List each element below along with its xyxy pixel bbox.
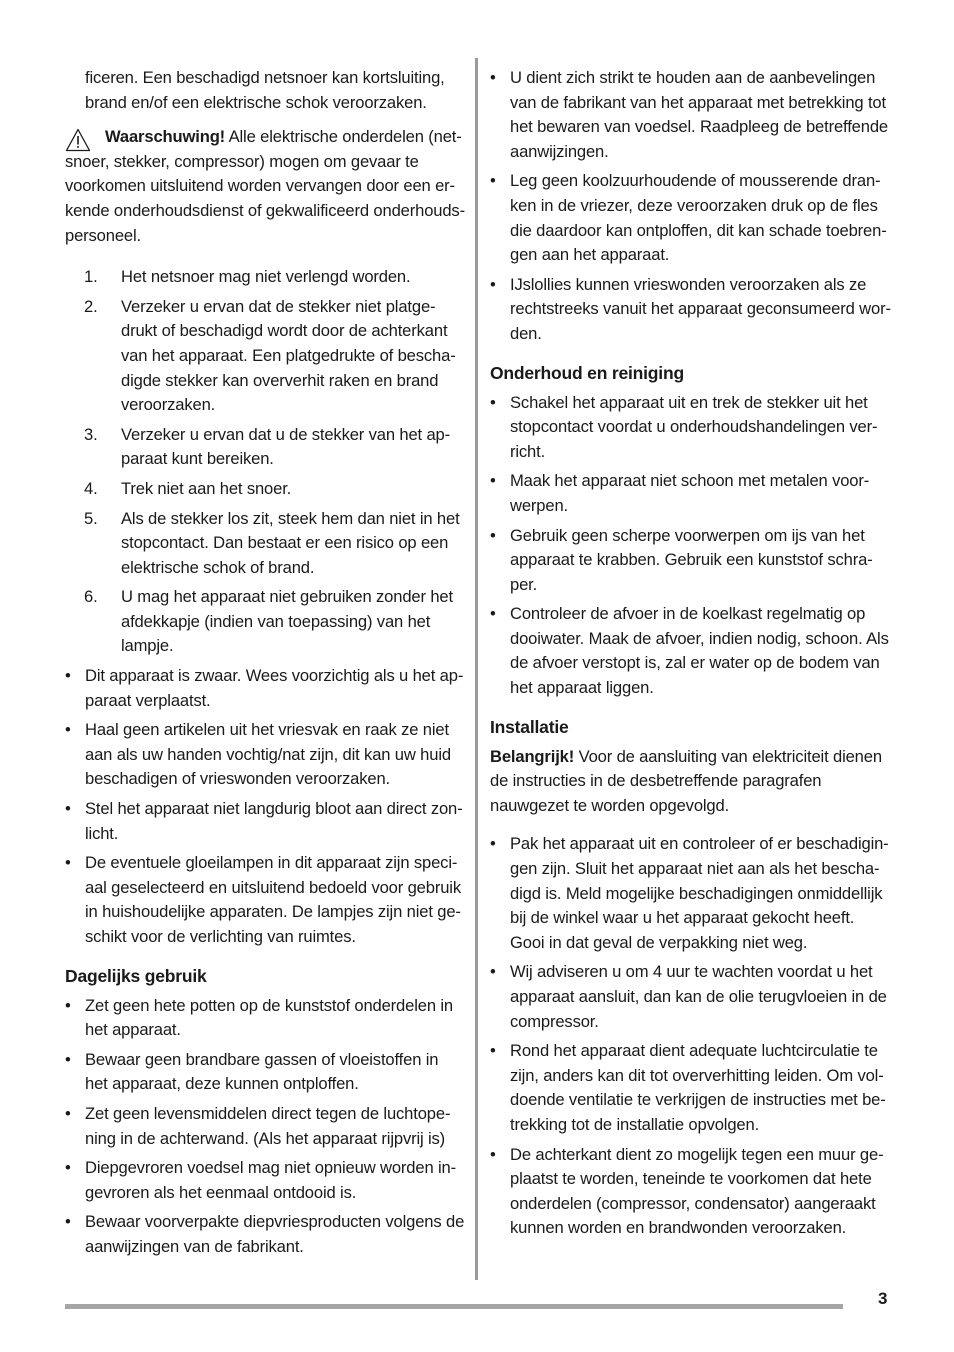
- list-item: [490, 66, 892, 164]
- list-item-text: Controleer de afvoer in de koelkast regelmatig op dooiwater. Maak de afvoer, indien nodig, schoon. Als de afvoer verstopt is, zal er water op de bodem van het apparaat liggen.: [510, 604, 889, 698]
- list-item: [490, 391, 892, 465]
- list-item: [490, 169, 892, 267]
- item-text: Als de stekker los zit, steek hem dan niet in het stopcontact. Dan bestaat er een risico op een elektrische schok of brand.: [121, 508, 460, 577]
- right-column: [490, 66, 892, 1246]
- bullet-icon: •: [490, 1144, 496, 1164]
- bullet-icon: •: [490, 1041, 496, 1061]
- important-text: Voor de aansluiting van elektriciteit dienen de instructies in de desbetreffende paragrafen nauwgezet te worden opgevolgd.: [490, 746, 882, 815]
- list-item: [65, 994, 465, 1043]
- bullet-icon: •: [65, 1158, 71, 1178]
- bullet-icon: •: [490, 471, 496, 491]
- list-item-text: Haal geen artikelen uit het vriesvak en raak ze niet aan als uw handen vochtig/nat zijn, dit kan uw huid beschadigen of vrieswonden veroorzaken.: [85, 720, 451, 789]
- bullet-icon: •: [65, 1103, 71, 1123]
- list-item-text: Bewaar geen brandbare gassen of vloeistoffen in het apparaat, deze kunnen ontploffen.: [85, 1049, 439, 1094]
- bullet-icon: •: [490, 171, 496, 191]
- list-item: [65, 851, 465, 949]
- list-item-text: Diepgevroren voedsel mag niet opnieuw worden in-gevroren als het eenmaal ontdooid is.: [85, 1158, 456, 1202]
- column-divider: [475, 58, 478, 1280]
- list-item: [65, 1102, 465, 1151]
- warning-label: Waarschuwing!: [105, 127, 226, 147]
- list-item: [490, 524, 892, 598]
- list-item-text: Rond het apparaat dient adequate luchtcirculatie te zijn, anders kan dit tot oververhitting leiden. Om vol-doende ventilatie te verkrijgen de instructies met be-trekking tot de installatie opvolgen.: [510, 1041, 886, 1134]
- item-text: U mag het apparaat niet gebruiken zonder het afdekkapje (indien van toepassing) van het lampje.: [121, 587, 453, 656]
- footer-rule: [65, 1304, 843, 1309]
- list-item-text: U dient zich strikt te houden aan de aanbevelingen van de fabrikant van het apparaat met betrekking tot het bewaren van voedsel. Raadpleeg de betreffende aanwijzingen.: [510, 68, 888, 161]
- list-item-text: Maak het apparaat niet schoon met metalen voor-werpen.: [510, 471, 870, 515]
- list-item: [65, 797, 465, 846]
- list-item: [65, 1048, 465, 1097]
- storage-bullets: [490, 66, 892, 347]
- list-item: [490, 1039, 892, 1137]
- item-number: 2.: [84, 296, 98, 316]
- section-heading-daily-use: Dagelijks gebruik: [65, 965, 207, 986]
- item-number: 6.: [84, 587, 98, 607]
- list-item: [65, 718, 465, 792]
- item-text: Het netsnoer mag niet verlengd worden.: [121, 267, 411, 287]
- warning-triangle-icon: [65, 128, 91, 152]
- item-number: 1.: [84, 267, 98, 287]
- bullet-icon: •: [65, 799, 71, 819]
- list-item-text: Dit apparaat is zwaar. Wees voorzichtig als u het ap-paraat verplaatst.: [85, 666, 464, 710]
- list-item-text: De eventuele gloeilampen in dit apparaat zijn speci-aal geselecteerd en uitsluitend bedoeld voor gebruik in huishoudelijke apparaten. De lampjes zijn niet ge-schikt voor de verlichting van ruimtes.: [85, 853, 461, 946]
- numbered-item: [65, 477, 465, 502]
- list-item: [490, 1143, 892, 1241]
- important-note: [490, 745, 892, 819]
- numbered-item: [65, 423, 465, 472]
- warning-paragraph: [65, 125, 465, 248]
- bullet-icon: •: [65, 853, 71, 873]
- bullet-icon: •: [490, 68, 496, 87]
- list-item-text: Leg geen koolzuurhoudende of mousserende dran-ken in de vriezer, deze veroorzaken druk op de fles die daardoor kan ontploffen, dit kan schade toebren-gen aan het apparaat.: [510, 171, 887, 265]
- numbered-item: [65, 585, 465, 659]
- item-text: Trek niet aan het snoer.: [121, 478, 292, 498]
- safety-bullets: [65, 664, 465, 950]
- list-item-text: Zet geen levensmiddelen direct tegen de luchtope-ning in de achterwand. (Als het apparaat rijpvrij is): [85, 1103, 451, 1148]
- list-item: [490, 602, 892, 700]
- list-item: [490, 273, 892, 347]
- item-number: 3.: [84, 424, 98, 444]
- list-item-text: IJslollies kunnen vrieswonden veroorzaken als ze rechtstreeks vanuit het apparaat geconsumeerd wor-den.: [510, 274, 891, 343]
- intro-continuation: ficeren. Een beschadigd netsnoer kan kortsluiting, brand en/of een elektrische schok veroorzaken.: [85, 68, 445, 112]
- item-number: 5.: [84, 508, 98, 528]
- list-item-text: De achterkant dient zo mogelijk tegen een muur ge-plaatst te worden, teneinde te voorkomen dat hete onderdelen (compressor, condensator) aangeraakt kunnen worden en brandwonden veroorzaken.: [510, 1144, 884, 1238]
- list-item: [65, 664, 465, 713]
- warning-text: Alle elektrische onderdelen (net-snoer, stekker, compressor) mogen om gevaar te voorkomen uitsluitend worden vervangen door een er-kende onderhoudsdienst of gekwalificeerd onderhouds-personeel.: [65, 127, 465, 245]
- list-item-text: Stel het apparaat niet langdurig bloot aan direct zon-licht.: [85, 799, 463, 843]
- bullet-icon: •: [65, 666, 71, 686]
- daily-use-bullets: [65, 994, 465, 1260]
- item-text: Verzeker u ervan dat de stekker niet platge-drukt of beschadigd wordt door de achterkant van het apparaat. Een platgedrukte of bescha-digde stekker kan oververhit raken en brand veroorzaken.: [121, 296, 456, 415]
- bullet-icon: •: [65, 720, 71, 740]
- maintenance-bullets: [490, 391, 892, 701]
- list-item-text: Zet geen hete potten op de kunststof onderdelen in het apparaat.: [85, 995, 453, 1040]
- bullet-icon: •: [490, 604, 496, 624]
- numbered-item: [65, 295, 465, 418]
- list-item-text: Schakel het apparaat uit en trek de stekker uit het stopcontact voordat u onderhoudshandelingen ver-richt.: [510, 392, 878, 461]
- list-item: [490, 832, 892, 955]
- list-item-text: Bewaar voorverpakte diepvriesproducten volgens de aanwijzingen van de fabrikant.: [85, 1212, 465, 1256]
- section-heading-installation: Installatie: [490, 716, 569, 737]
- item-number: 4.: [84, 478, 98, 498]
- numbered-item: [65, 265, 465, 290]
- list-item: [490, 960, 892, 1034]
- bullet-icon: •: [65, 995, 71, 1015]
- list-item: [65, 1156, 465, 1205]
- list-item-text: Gebruik geen scherpe voorwerpen om ijs van het apparaat te krabben. Gebruik een kunststof schra-per.: [510, 525, 873, 594]
- list-item-text: Wij adviseren u om 4 uur te wachten voordat u het apparaat aansluit, dan kan de olie terugvloeien in de compressor.: [510, 962, 887, 1031]
- list-item-text: Pak het apparaat uit en controleer of er beschadigin-gen zijn. Sluit het apparaat niet aan als het bescha-digd is. Meld mogelijke beschadigingen onmiddellijk bij de winkel waar u het apparaat gekocht heeft. Gooi in dat geval de verpakking niet weg.: [510, 834, 889, 952]
- bullet-icon: •: [65, 1212, 71, 1232]
- left-column: [65, 66, 465, 1265]
- bullet-icon: •: [490, 392, 496, 412]
- item-text: Verzeker u ervan dat u de stekker van het ap-paraat kunt bereiken.: [121, 424, 451, 469]
- bullet-icon: •: [65, 1049, 71, 1069]
- page-number: 3: [878, 1289, 888, 1308]
- important-label: Belangrijk!: [490, 746, 575, 766]
- section-heading-maintenance: Onderhoud en reiniging: [490, 362, 684, 383]
- list-item: [65, 1210, 465, 1259]
- bullet-icon: •: [490, 525, 496, 545]
- bullet-icon: •: [490, 274, 496, 294]
- installation-bullets: [490, 832, 892, 1241]
- list-item: [490, 469, 892, 518]
- bullet-icon: •: [490, 962, 496, 982]
- numbered-item: [65, 507, 465, 581]
- bullet-icon: •: [490, 834, 496, 854]
- numbered-list: [65, 265, 465, 659]
